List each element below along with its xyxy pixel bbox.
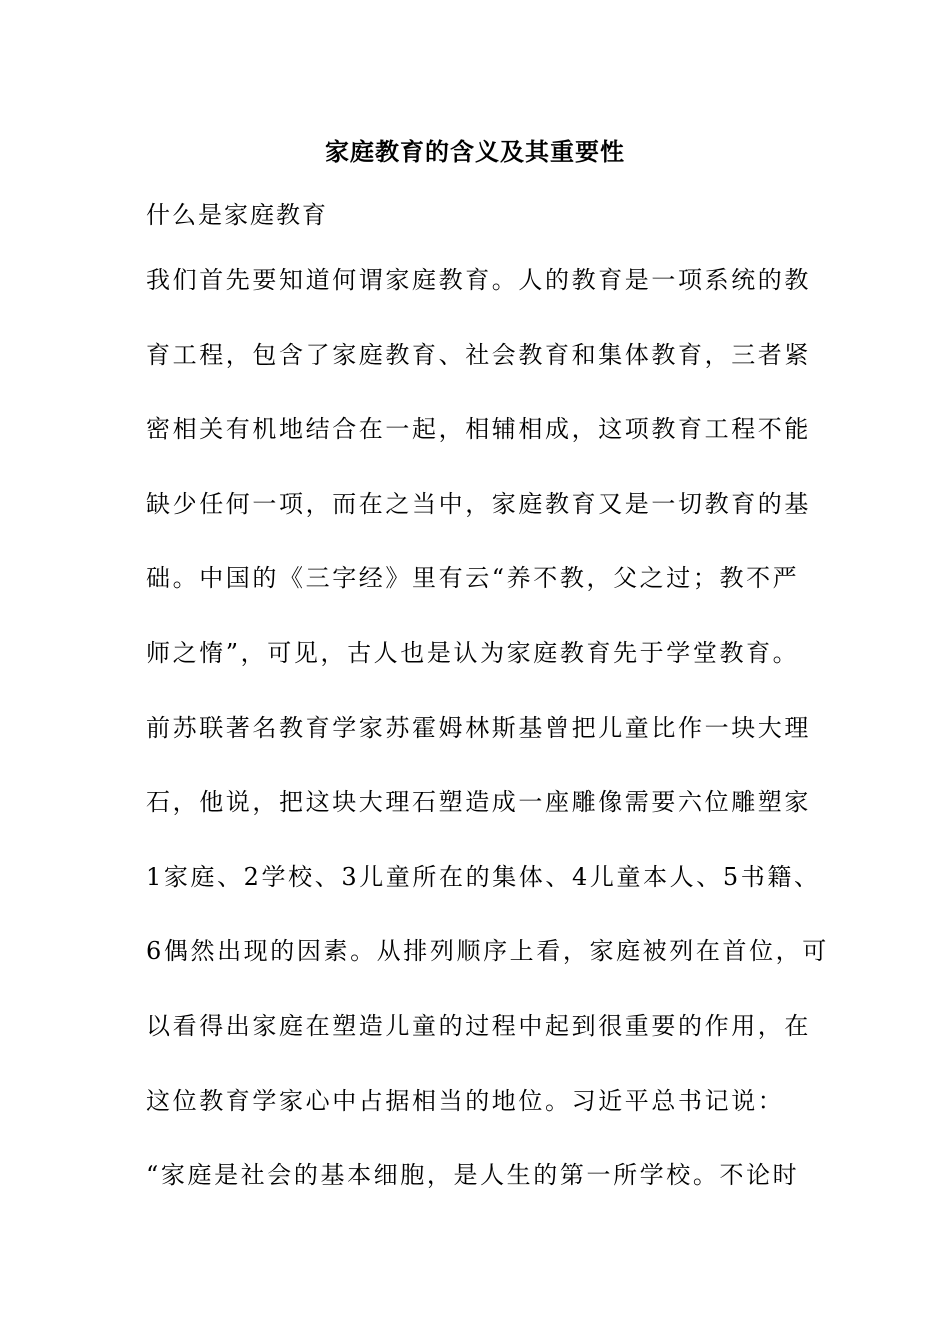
text-line: 我们首先要知道何谓家庭教育。人的教育是一项系统的教: [146, 266, 811, 294]
text-line: 育工程，包含了家庭教育、社会教育和集体教育，三者紧: [146, 340, 811, 369]
text-line: 密相关有机地结合在一起，相辅相成，这项教育工程不能: [146, 415, 811, 444]
text-line: 这位教育学家心中占据相当的地位。习近平总书记说：: [146, 1086, 785, 1115]
text-line: “家庭是社会的基本细胞，是人生的第一所学校。不论时: [146, 1161, 800, 1190]
text-line: 缺少任何一项，而在之当中，家庭教育又是一切教育的基: [146, 489, 811, 518]
body-paragraph: [146, 264, 846, 1234]
text-line: 础。中国的《三字经》里有云“养不教，父之过；教不严: [146, 564, 800, 593]
text-line: 师之惰”，可见，古人也是认为家庭教育先于学堂教育。: [146, 638, 800, 667]
text-line: 1家庭、2学校、3儿童所在的集体、4儿童本人、5书籍、: [146, 862, 821, 891]
text-line: 前苏联著名教育学家苏霍姆林斯基曾把儿童比作一块大理: [146, 713, 811, 742]
text-line: 石，他说，把这块大理石塑造成一座雕像需要六位雕塑家: [146, 788, 811, 817]
document-title: 家庭教育的含义及其重要性: [325, 137, 625, 166]
text-line: 6偶然出现的因素。从排列顺序上看，家庭被列在首位，可: [146, 937, 829, 966]
text-line: 以看得出家庭在塑造儿童的过程中起到很重要的作用，在: [146, 1011, 811, 1040]
section-heading: 什么是家庭教育: [146, 201, 328, 229]
